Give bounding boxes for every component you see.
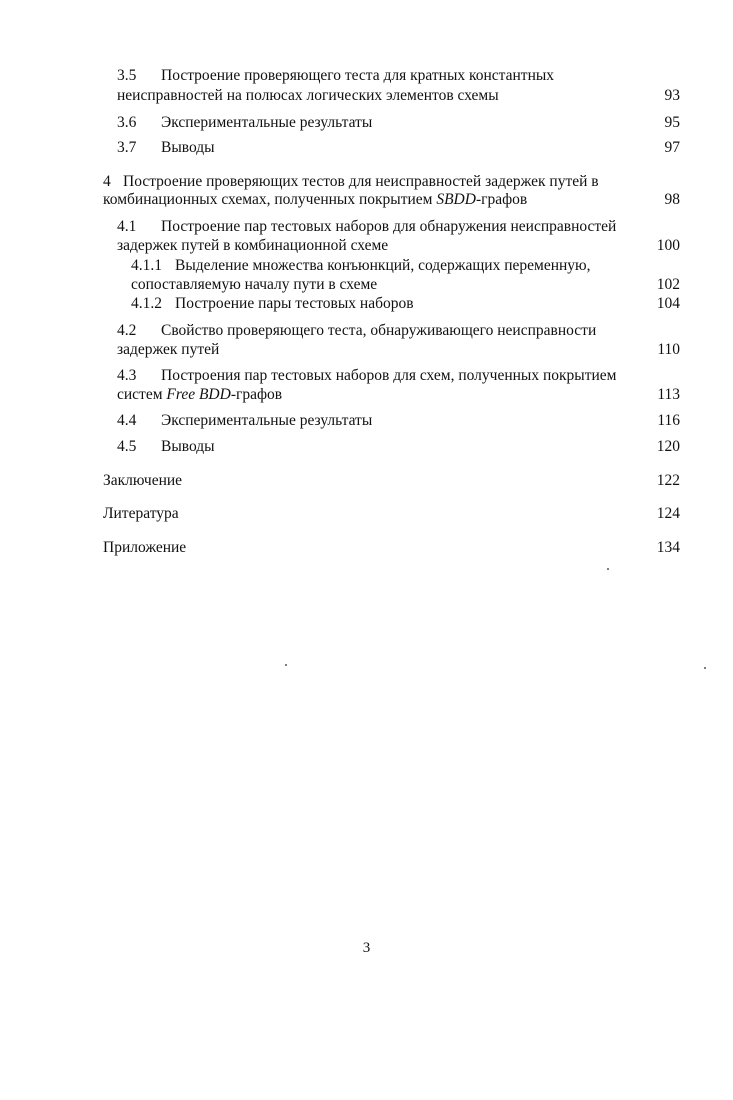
toc-title-literature: Литература (103, 505, 179, 522)
toc-num-3-5: 3.5 (117, 67, 137, 84)
toc-page-appendix: 134 (656, 539, 680, 556)
toc-title-conclusion: Заключение (103, 472, 183, 489)
toc-title-4-4: Экспериментальные результаты (161, 412, 373, 429)
toc-title-4-2-line2: задержек путей (117, 341, 220, 358)
toc-page-3-5: 93 (664, 87, 680, 104)
toc-num-4: 4 (103, 173, 111, 190)
toc-title-4-3-line1: Построения пар тестовых наборов для схем, полученных покрытием (161, 367, 617, 384)
toc-title-appendix: Приложение (103, 539, 187, 556)
toc-num-4-1-2: 4.1.2 (131, 295, 162, 312)
toc-title-4-1-1-line1: Выделение множества конъюнкций, содержащих переменную, (175, 257, 591, 274)
toc-title-4-line2: комбинационных схемах, полученных покрытием SBDD-графов (103, 191, 528, 208)
toc-num-3-6: 3.6 (117, 114, 137, 131)
toc-page-3-7: 97 (664, 139, 680, 156)
toc-num-4-1-1: 4.1.1 (131, 257, 162, 274)
toc-title-4-1-line1: Построение пар тестовых наборов для обнаружения неисправностей (161, 218, 617, 235)
toc-title-4-5: Выводы (161, 438, 215, 455)
toc-title-4-1-2: Построение пары тестовых наборов (175, 295, 414, 312)
toc-title-4-1-1-line2: сопоставляемую началу пути в схеме (131, 276, 378, 293)
toc-num-3-7: 3.7 (117, 139, 137, 156)
toc-page-4-2: 110 (657, 341, 680, 358)
toc-page-4-3: 113 (657, 386, 680, 403)
toc-page-4-1-2: 104 (656, 295, 680, 312)
scan-speck (285, 664, 287, 666)
toc-num-4-4: 4.4 (117, 412, 137, 429)
toc-page-4-4: 116 (657, 412, 680, 429)
toc-page-3-6: 95 (664, 114, 680, 131)
toc-title-3-5-line1: Построение проверяющего теста для кратных константных (161, 67, 555, 84)
toc-title-4-3-line2: систем Free BDD-графов (117, 386, 283, 403)
toc-title-4-line1: Построение проверяющих тестов для неисправностей задержек путей в (123, 173, 599, 190)
toc-num-4-2: 4.2 (117, 322, 137, 339)
page-number: 3 (362, 940, 371, 956)
toc-title-4-1-line2: задержек путей в комбинационной схеме (117, 237, 389, 254)
toc-num-4-1: 4.1 (117, 218, 137, 235)
toc-page-4: 98 (664, 191, 680, 208)
toc-title-3-6: Экспериментальные результаты (161, 114, 373, 131)
scan-speck (607, 568, 609, 570)
toc-num-4-3: 4.3 (117, 367, 137, 384)
toc-page-conclusion: 122 (656, 472, 680, 489)
toc-num-4-5: 4.5 (117, 438, 137, 455)
toc-page-4-5: 120 (656, 438, 680, 455)
toc-title-4-2-line1: Свойство проверяющего теста, обнаруживающего неисправности (161, 322, 597, 339)
toc-title-3-5-line2: неисправностей на полюсах логических элементов схемы (117, 87, 499, 104)
scan-speck (704, 667, 706, 669)
toc-title-3-7: Выводы (161, 139, 215, 156)
toc-page-4-1-1: 102 (656, 276, 680, 293)
toc-page-literature: 124 (656, 505, 680, 522)
toc-page-4-1: 100 (656, 237, 680, 254)
